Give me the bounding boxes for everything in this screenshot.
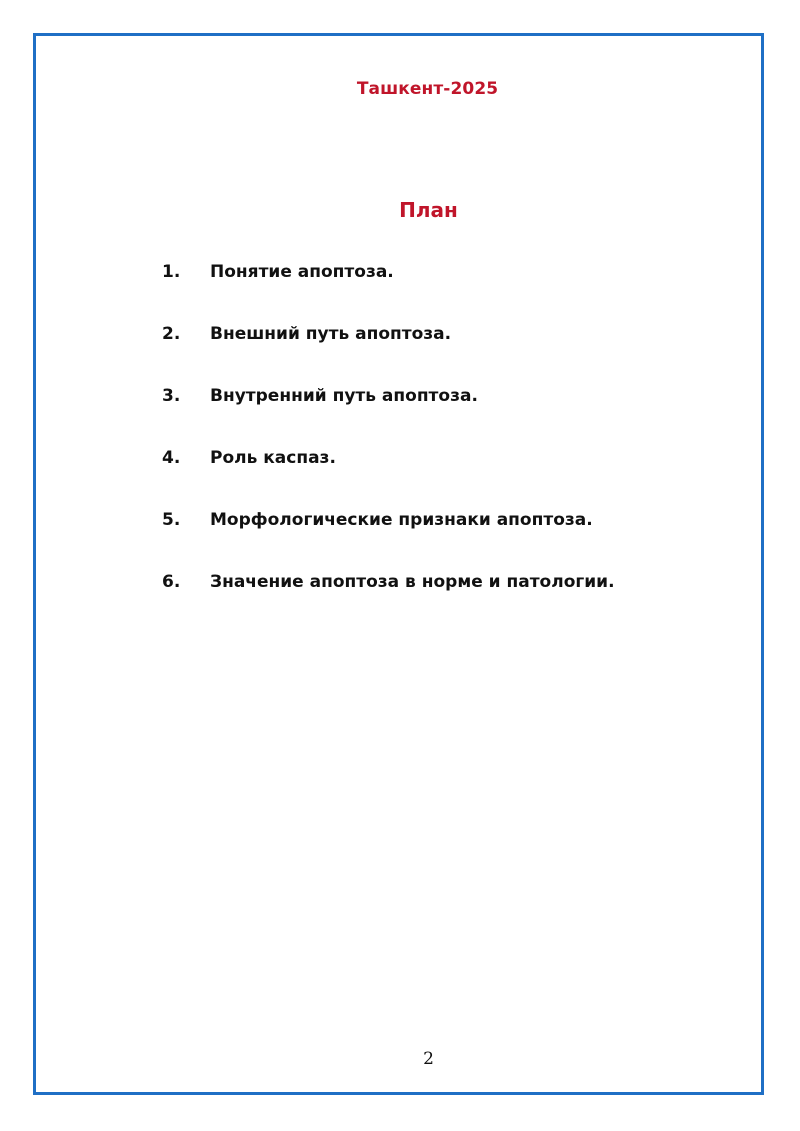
city-year-heading: Ташкент-2025: [356, 79, 499, 99]
plan-title: План: [399, 198, 458, 222]
list-item: [162, 510, 615, 572]
list-item-text: Внутренний путь апоптоза.: [210, 386, 478, 406]
list-item-text: Значение апоптоза в норме и патологии.: [210, 572, 615, 592]
list-item: [162, 572, 615, 634]
list-item-number: 5.: [162, 510, 181, 530]
list-item-number: 2.: [162, 324, 181, 344]
list-item-number: 4.: [162, 448, 181, 468]
list-item-number: 3.: [162, 386, 181, 406]
page-number: 2: [423, 1049, 434, 1069]
list-item: [162, 448, 615, 510]
list-item: [162, 324, 615, 386]
plan-list: [162, 262, 615, 634]
list-item-text: Внешний путь апоптоза.: [210, 324, 452, 344]
list-item-text: Морфологические признаки апоптоза.: [210, 510, 593, 530]
list-item-text: Роль каспаз.: [210, 448, 336, 468]
list-item: [162, 262, 615, 324]
list-item-number: 6.: [162, 572, 181, 592]
list-item: [162, 386, 615, 448]
list-item-number: 1.: [162, 262, 181, 282]
list-item-text: Понятие апоптоза.: [210, 262, 394, 282]
